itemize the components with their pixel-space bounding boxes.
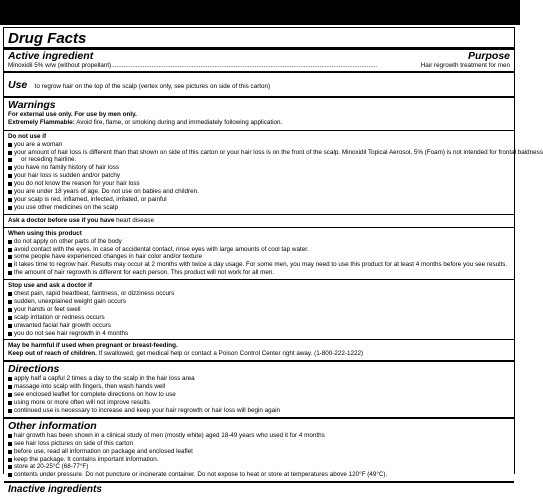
list-item: massage into scalp with fingers, then wash hands well <box>8 383 510 391</box>
pregnancy-children-section <box>4 340 514 360</box>
list-item: hair growth has been shown in a clinical study of men (mostly white) aged 18-49 years who used it for 4 months <box>8 432 510 440</box>
other-information-section <box>4 419 514 481</box>
list-item: you are under 18 years of age. Do not use on babies and children. <box>8 188 510 196</box>
list-item: unwanted facial hair growth occurs <box>8 322 510 330</box>
ask-doctor-label: Ask a doctor before use if you have <box>8 216 115 224</box>
list-item-continuation: or receding hairline. <box>8 156 510 164</box>
purpose-text: Hair regrowth treatment for men <box>420 62 510 69</box>
children-warning: Keep out of reach of children. If swallowed, get medical help or contact a Poison Control Center right away. (1-800-222-1222) <box>8 350 364 358</box>
list-item: your hair loss is sudden and/or patchy <box>8 172 510 180</box>
purpose-heading: Purpose <box>467 50 510 62</box>
list-item: scalp irritation or redness occurs <box>8 314 510 322</box>
active-ingredient-section <box>4 50 514 71</box>
when-using-heading: When using this product <box>8 229 82 237</box>
directions-heading: Directions <box>8 363 60 376</box>
list-item: continued use is necessary to increase and keep your hair regrowth or hair loss will begin again <box>8 407 510 415</box>
inactive-ingredients-heading: Inactive ingredients <box>8 484 102 496</box>
list-item: using more or more often will not improve results <box>8 399 510 407</box>
list-item: you do not see hair regrowth in 4 months <box>8 330 510 338</box>
do-not-use-heading: Do not use if <box>8 132 47 140</box>
stop-use-section <box>4 280 514 339</box>
list-item: you are a woman <box>8 141 510 149</box>
list-item: avoid contact with the eyes. In case of accidental contact, rinse eyes with large amounts of cool tap water. <box>8 246 510 254</box>
list-item: you do not know the reason for your hair loss <box>8 180 510 188</box>
list-item: the amount of hair regrowth is different for each person. This product will not work for all men. <box>8 269 510 277</box>
list-item: keep the package. It contains important information. <box>8 456 510 464</box>
list-item: you have no family history of hair loss <box>8 164 510 172</box>
warnings-heading: Warnings <box>8 98 56 111</box>
list-item: it takes time to regrow hair. Results may occur at 2 months with twice a day usage. For some men, you may need to use this product for at least 4 months before you see results. <box>8 261 510 269</box>
use-heading: Use <box>8 78 28 91</box>
list-item: see enclosed leaflet for complete directions on how to use <box>8 391 510 399</box>
list-item: your amount of hair loss is different than that shown on side of this carton or your hair loss is on the front of the scalp. Minoxidil Topical Aerosol, 5% (Foam) is not intended for frontal baldness <box>8 149 510 157</box>
pregnancy-warning: May be harmful if used when pregnant or breast-feeding. <box>8 342 178 350</box>
warnings-section <box>4 98 514 127</box>
list-item: chest pain, rapid heartbeat, faintness, or dizziness occurs <box>8 290 510 298</box>
other-information-heading: Other information <box>8 419 97 432</box>
list-item: see hair loss pictures on side of this carton <box>8 440 510 448</box>
active-ingredient-text: Minoxidil 5% w/w (without propellant) <box>8 62 112 69</box>
list-item: your hands or feet swell <box>8 306 510 314</box>
directions-section <box>4 362 514 417</box>
list-item: apply half a capful 2 times a day to the scalp in the hair loss area <box>8 375 510 383</box>
list-item: you use other medicines on the scalp <box>8 204 510 212</box>
drug-facts-panel <box>3 27 543 496</box>
list-item: some people have experienced changes in hair color and/or texture <box>8 253 510 261</box>
stop-use-heading: Stop use and ask a doctor if <box>8 282 92 290</box>
external-use-text: For external use only. For use by men only. <box>8 110 137 118</box>
ask-doctor-section <box>4 215 514 227</box>
top-black-bar <box>0 0 520 25</box>
page-title: Drug Facts <box>8 30 87 47</box>
flammable-text: Extremely Flammable: Avoid fire, flame, or smoking during and immediately following application. <box>8 118 283 126</box>
list-item: store at 20-25°C (68-77°F) <box>8 463 510 471</box>
list-item: sudden, unexplained weight gain occurs <box>8 298 510 306</box>
use-section <box>4 73 514 96</box>
list-item: your scalp is red, inflamed, infected, irritated, or painful <box>8 196 510 204</box>
active-ingredient-heading: Active ingredient <box>8 50 94 62</box>
list-item: contents under pressure. Do not puncture or incinerate container. Do not expose to heat or store at temperatures above 120°F (49°C). <box>8 471 510 479</box>
use-text: to regrow hair on the top of the scalp (vertex only, see pictures on side of this carton) <box>34 82 271 90</box>
leader-dots: ........................................................................................................................................................ <box>111 62 378 69</box>
list-item: before use, read all information on package and enclosed leaflet <box>8 448 510 456</box>
ask-doctor-text: heart disease <box>116 216 154 224</box>
when-using-section <box>4 228 514 279</box>
do-not-use-section <box>4 131 543 214</box>
list-item: do not apply on other parts of the body <box>8 238 510 246</box>
